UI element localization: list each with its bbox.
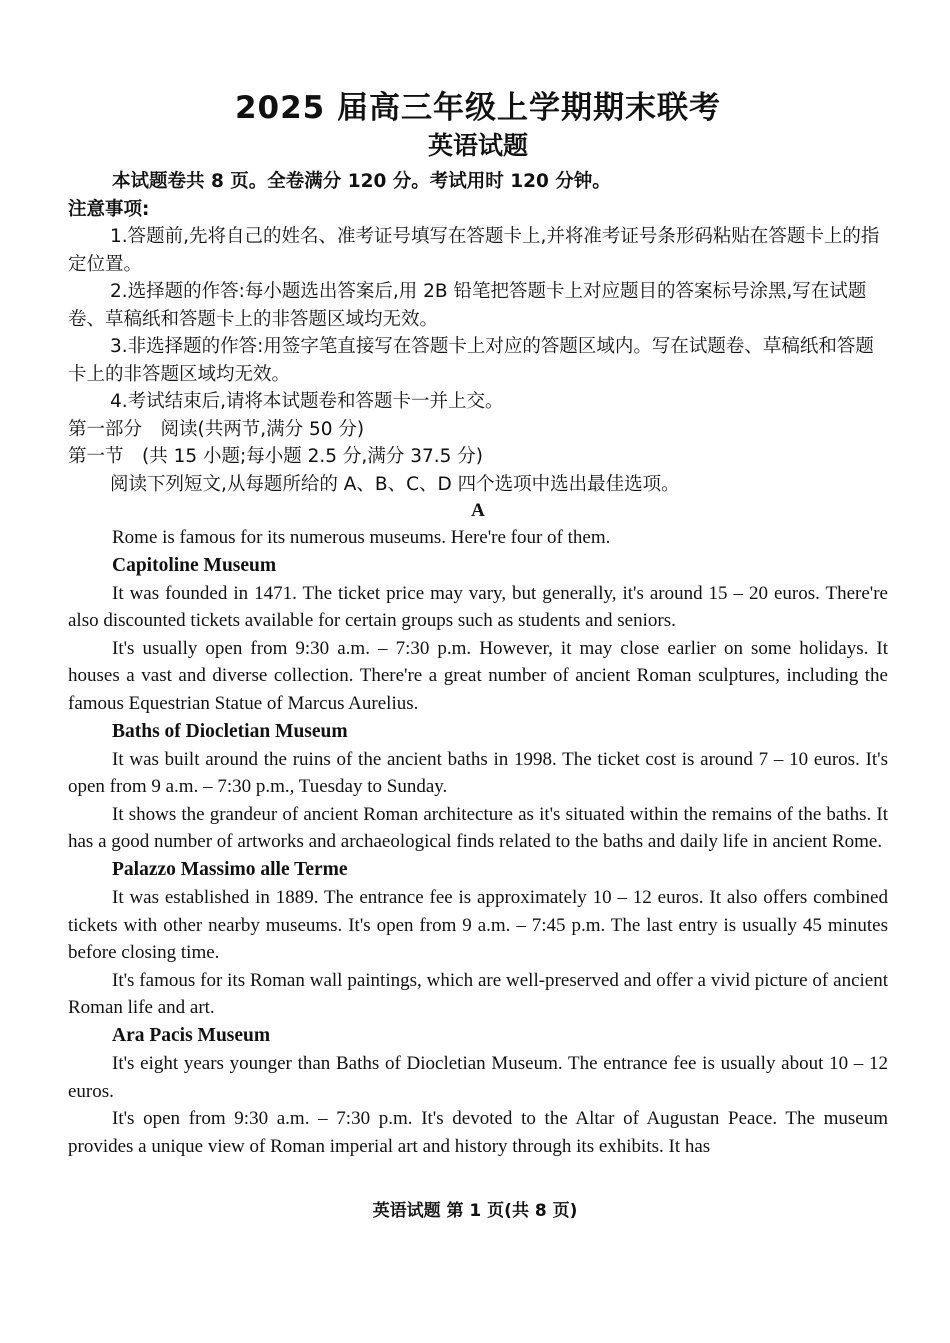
passage-intro: Rome is famous for its numerous museums. Here're four of them.: [112, 527, 611, 548]
notes-heading: 注意事项:: [68, 198, 150, 220]
museum-heading: Ara Pacis Museum: [112, 1024, 271, 1046]
part-heading: 第一部分 阅读(共两节,满分 50 分): [68, 418, 365, 440]
reading-instruction: 阅读下列短文,从每题所给的 A、B、C、D 四个选项中选出最佳选项。: [110, 473, 680, 495]
section-heading: 第一节 (共 15 小题;每小题 2.5 分,满分 37.5 分): [68, 446, 483, 467]
museum-paragraph: It's famous for its Roman wall paintings, which are well-preserved and offer a vivid picture of ancient Roman life and art.: [68, 969, 888, 1019]
museum-paragraph: It was founded in 1471. The ticket price may vary, but generally, it's around 15 – 20 euros. There're also discounted tickets available for certain groups such as students and seniors.: [68, 582, 888, 632]
museum-paragraph: It's usually open from 9:30 a.m. – 7:30 p.m. However, it may close earlier on some holidays. It houses a vast and diverse collection. There're a great number of ancient Roman sculptures, including the famous Equestrian Statue of Marcus Aurelius.: [68, 637, 888, 714]
note-item: 2.选择题的作答:每小题选出答案后,用 2B 铅笔把答题卡上对应题目的答案标号涂黑,写在试题卷、草稿纸和答题卡上的非答题区域均无效。: [68, 281, 867, 330]
museum-heading: Capitoline Museum: [112, 554, 277, 576]
note-item: 3.非选择题的作答:用签字笔直接写在答题卡上对应的答题区域内。写在试题卷、草稿纸和答题卡上的非答题区域均无效。: [68, 336, 874, 385]
note-item: 4.考试结束后,请将本试题卷和答题卡一并上交。: [110, 391, 504, 412]
museum-paragraph: It was established in 1889. The entrance fee is approximately 10 – 12 euros. It also offers combined tickets with other nearby museums. It's open from 9 a.m. – 7:45 p.m. The last entry is usually 45 minutes before closing time.: [68, 886, 888, 964]
museum-heading: Baths of Diocletian Museum: [112, 720, 348, 742]
note-item: 1.答题前,先将自己的姓名、准考证号填写在答题卡上,并将准考证号条形码粘贴在答题卡上的指定位置。: [68, 226, 880, 275]
museum-heading: Palazzo Massimo alle Terme: [112, 858, 348, 880]
exam-title: 2025 届高三年级上学期期末联考: [234, 90, 722, 126]
exam-info: 本试题卷共 8 页。全卷满分 120 分。考试用时 120 分钟。: [112, 171, 611, 192]
exam-instructions: [68, 168, 888, 498]
page-footer: 英语试题 第 1 页(共 8 页): [372, 1201, 578, 1221]
museum-paragraph: It's eight years younger than Baths of Diocletian Museum. The entrance fee is usually about 10 – 12 euros.: [68, 1052, 888, 1102]
museum-paragraph: It was built around the ruins of the ancient baths in 1998. The ticket cost is around 7 – 10 euros. It's open from 9 a.m. – 7:30 p.m., Tuesday to Sunday.: [68, 748, 888, 798]
passage-label: A: [471, 500, 485, 521]
museum-paragraph: It's open from 9:30 a.m. – 7:30 p.m. It's devoted to the Altar of Augustan Peace. The museum provides a unique view of Roman imperial art and history through its exhibits. It has: [68, 1108, 888, 1157]
museum-paragraph: It shows the grandeur of ancient Roman architecture as it's situated within the remains of the baths. It has a good number of artworks and archaeological finds related to the baths and daily life in ancient Rome.: [68, 803, 888, 853]
exam-subject: 英语试题: [427, 131, 528, 160]
